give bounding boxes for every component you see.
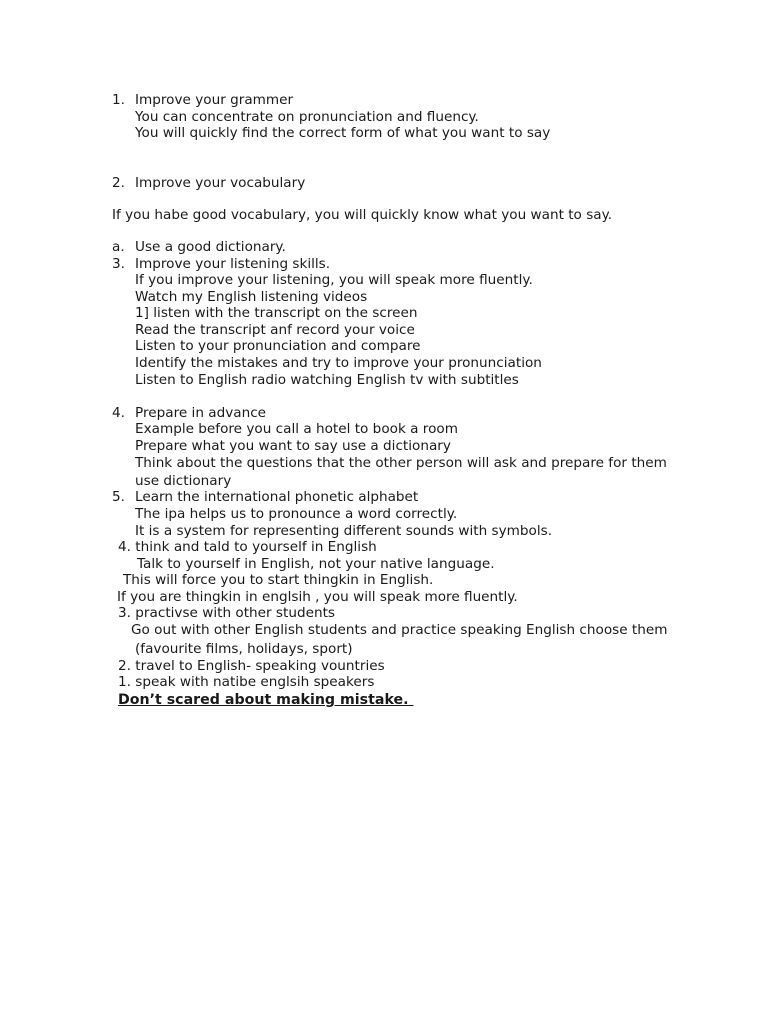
text-line: use dictionary: [135, 473, 232, 489]
vocabulary-note: If you habe good vocabulary, you will quickly know what you want to say.: [112, 207, 613, 223]
text-line: Identify the mistakes and try to improve your pronunciation: [135, 355, 542, 371]
text-line: Read the transcript anf record your voice: [135, 322, 415, 338]
text-line: Listen to your pronunciation and compare: [135, 338, 421, 354]
section-heading-vocabulary: Improve your vocabulary: [135, 175, 306, 191]
list-number: 5.: [112, 489, 125, 505]
text-line: You will quickly find the correct form of what you want to say: [135, 125, 551, 141]
text-line: It is a system for representing different sounds with symbols.: [135, 523, 553, 539]
list-item: Use a good dictionary.: [135, 239, 286, 255]
countdown-heading: 4. think and tald to yourself in English: [118, 539, 377, 555]
text-line: If you are thingkin in englsih , you will speak more fluently.: [117, 589, 518, 605]
text-line: You can concentrate on pronunciation and fluency.: [135, 109, 479, 125]
text-line: This will force you to start thingkin in English.: [123, 572, 434, 588]
countdown-heading: 3. practivse with other students: [118, 605, 335, 621]
section-heading-prepare: Prepare in advance: [135, 405, 267, 421]
text-line: Watch my English listening videos: [135, 289, 368, 305]
text-line: Listen to English radio watching English tv with subtitles: [135, 372, 519, 388]
list-number: 3.: [112, 256, 125, 272]
section-heading-grammar: Improve your grammer: [135, 92, 294, 108]
text-line: (favourite films, holidays, sport): [135, 641, 353, 657]
list-number: 4.: [112, 405, 125, 421]
list-letter: a.: [112, 239, 125, 255]
section-heading-phonetic: Learn the international phonetic alphabet: [135, 489, 419, 505]
countdown-heading: 1. speak with natibe englsih speakers: [118, 674, 375, 690]
countdown-heading: 2. travel to English- speaking vountries: [118, 658, 385, 674]
text-line: Go out with other English students and practice speaking English choose them: [131, 622, 668, 638]
text-line: Example before you call a hotel to book a room: [135, 421, 458, 437]
text-line: 1] listen with the transcript on the screen: [135, 305, 418, 321]
text-line: Prepare what you want to say use a dictionary: [135, 438, 451, 454]
text-line: If you improve your listening, you will speak more fluently.: [135, 272, 533, 288]
closing-statement: Don’t scared about making mistake.: [118, 692, 414, 708]
list-number: 1.: [112, 92, 125, 108]
text-line: The ipa helps us to pronounce a word correctly.: [135, 506, 458, 522]
text-line: Think about the questions that the other person will ask and prepare for them: [135, 455, 667, 471]
text-line: Talk to yourself in English, not your native language.: [137, 556, 495, 572]
list-number: 2.: [112, 175, 125, 191]
section-heading-listening: Improve your listening skills.: [135, 256, 331, 272]
